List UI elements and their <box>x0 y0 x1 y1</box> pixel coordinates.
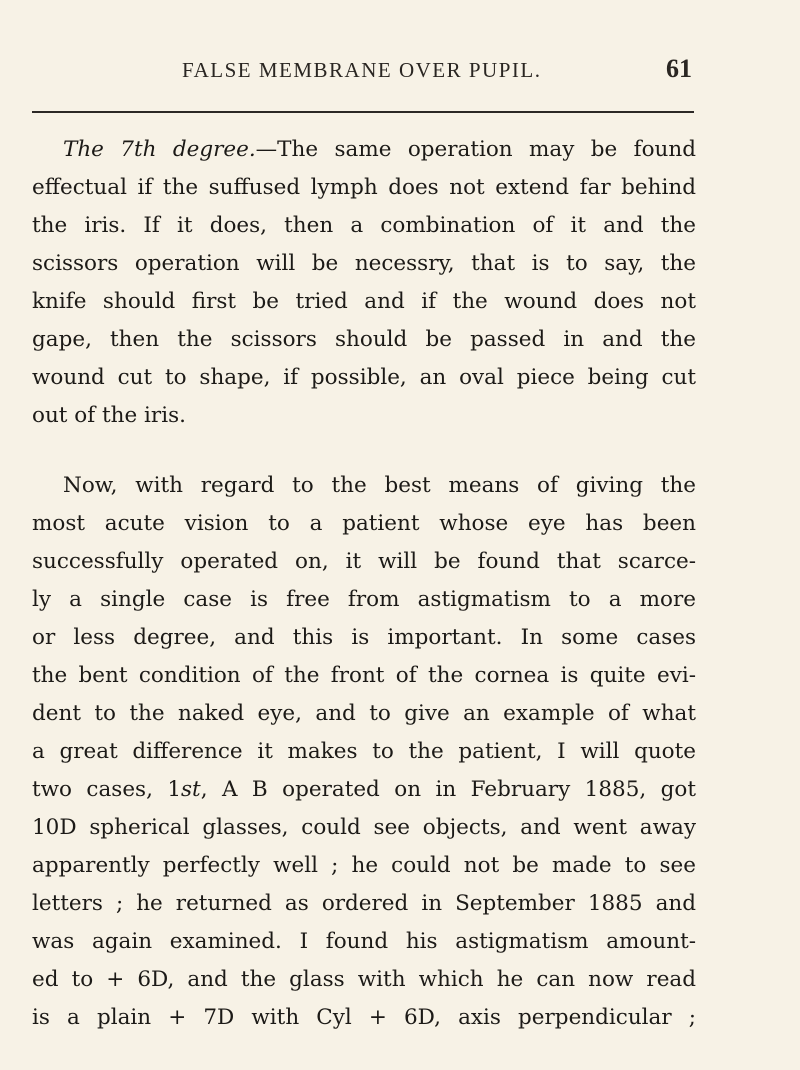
text-line: effectual if the suffused lymph does not extend far behind <box>32 175 696 200</box>
text-line <box>32 771 696 809</box>
paragraph-astigmatism <box>32 467 696 1037</box>
page-number: 61 <box>666 54 692 83</box>
ordinal-suffix: st <box>181 777 201 802</box>
text-line: most acute vision to a patient whose eye has been <box>32 511 696 536</box>
running-head-title: FALSE MEMBRANE OVER PUPIL. <box>182 58 542 82</box>
text-line: the bent condition of the front of the cornea is quite evi- <box>32 663 696 688</box>
text-line: ed to + 6D, and the glass with which he can now read <box>32 967 696 992</box>
text-line: is a plain + 7D with Cyl + 6D, axis perpendicular ; <box>32 1005 696 1030</box>
running-head <box>32 54 692 92</box>
text-line: scissors operation will be necessry, that is to say, the <box>32 251 696 276</box>
text-line: letters ; he returned as ordered in September 1885 and <box>32 891 696 916</box>
text-line: knife should first be tried and if the wound does not <box>32 289 696 314</box>
text-line: Now, with regard to the best means of giving the <box>63 473 696 498</box>
text-line: wound cut to shape, if possible, an oval piece being cut <box>32 365 696 390</box>
text-line: or less degree, and this is important. In some cases <box>32 625 696 650</box>
text-line-content: —The same operation may be found <box>255 137 697 162</box>
text-line-part: two cases, 1 <box>32 777 182 802</box>
text-line <box>32 131 696 169</box>
text-line: apparently perfectly well ; he could not be made to see <box>32 853 696 878</box>
text-line: was again examined. I found his astigmatism amount- <box>32 929 696 954</box>
text-line: 10D spherical glasses, could see objects, and went away <box>32 815 696 840</box>
text-line: successfully operated on, it will be found that scarce- <box>32 549 696 574</box>
text-line: gape, then the scissors should be passed in and the <box>32 327 696 352</box>
body-text <box>32 131 696 1037</box>
header-rule <box>32 111 694 113</box>
section-lead: The 7th degree. <box>63 137 256 162</box>
text-line: ly a single case is free from astigmatism to a more <box>32 587 696 612</box>
paragraph-7th-degree <box>32 131 696 435</box>
text-line: a great difference it makes to the patient, I will quote <box>32 739 696 764</box>
text-line: the iris. If it does, then a combination of it and the <box>32 213 696 238</box>
paragraph-gap <box>32 435 696 467</box>
text-line: out of the iris. <box>32 403 186 428</box>
text-line-part: , A B operated on in February 1885, got <box>200 777 696 802</box>
text-line: dent to the naked eye, and to give an example of what <box>32 701 696 726</box>
